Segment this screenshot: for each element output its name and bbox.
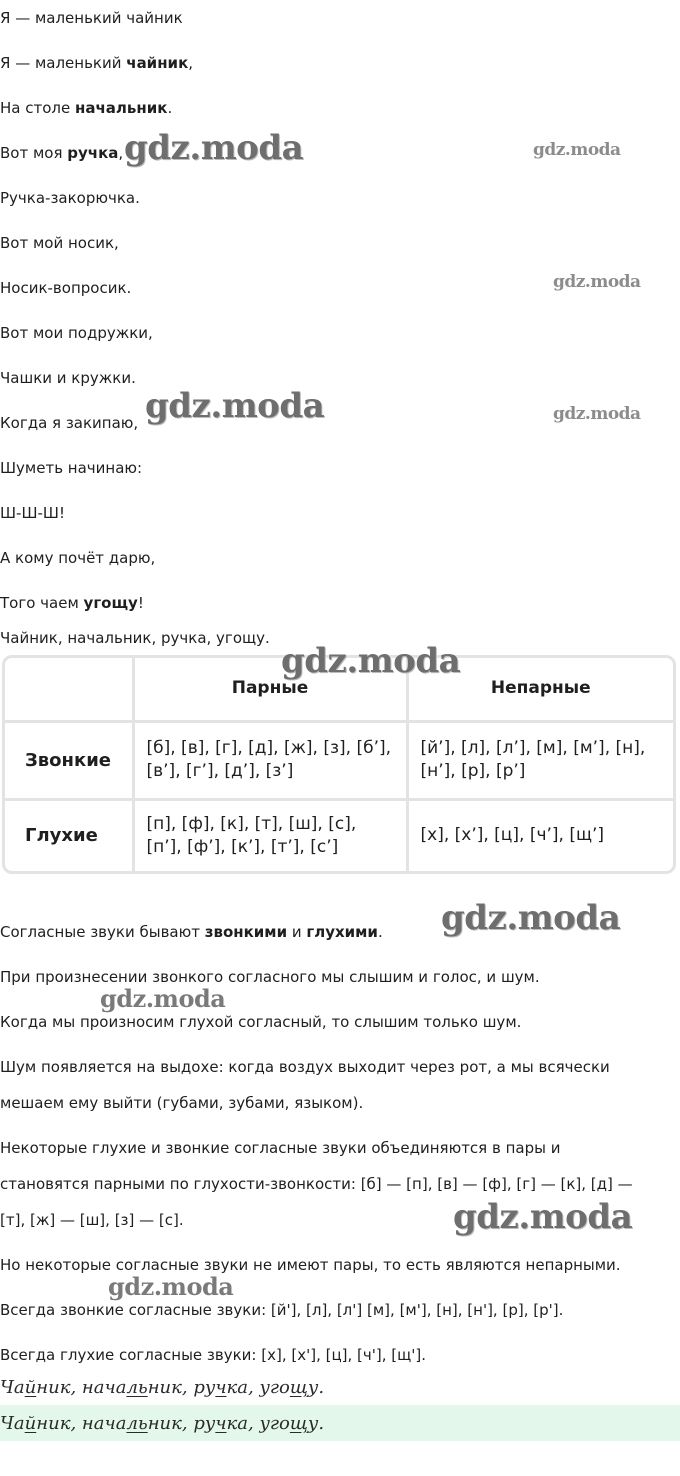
hw-part: уго: [259, 1413, 290, 1434]
explanation-text: и: [287, 923, 307, 941]
hw-underlined-letter: щ: [289, 1377, 308, 1398]
explanation-p1: [0, 922, 383, 942]
poem-bold-word: чайник: [126, 54, 189, 72]
poem-bold-word: начальник: [75, 99, 168, 117]
poem-text: Я — маленький чайник: [0, 9, 183, 27]
explanation-text: При произнесении звонкого согласного мы слышим и голос, и шум.: [0, 968, 540, 986]
poem-punct: !: [137, 594, 144, 612]
explanation-text: Когда мы произносим глухой согласный, то слышим только шум.: [0, 1013, 522, 1031]
explanation-p3: [0, 1012, 521, 1032]
table-cell-voiceless-paired: [133, 799, 407, 871]
poem-text: А кому почёт дарю,: [0, 549, 156, 567]
hw-part: уго: [259, 1377, 290, 1398]
watermark: gdz.moda: [533, 140, 621, 160]
table-header-unpaired: Непарные: [407, 658, 673, 721]
cell-line: [п’], [ф’], [к’], [т’], [с’]: [146, 836, 339, 857]
hw-underlined-letter: ль: [126, 1413, 148, 1434]
explanation-p5-line2: [0, 1174, 633, 1194]
poem-line-1: [0, 8, 183, 28]
watermark: gdz.moda: [145, 386, 325, 426]
handwritten-answer-2: [0, 1413, 324, 1434]
explanation-p7: [0, 1300, 563, 1320]
answer-words-line: [0, 628, 270, 648]
hw-part: нача: [81, 1377, 127, 1398]
explanation-p6: [0, 1255, 621, 1275]
poem-line-10: [0, 413, 138, 433]
table-row-voiceless: [5, 799, 673, 871]
explanation-p5-line1: [0, 1138, 560, 1158]
poem-text: Ш-Ш-Ш!: [0, 504, 65, 522]
hw-underlined-letter: й: [24, 1377, 37, 1398]
explanation-text: Согласные звуки бывают: [0, 923, 205, 941]
table-header-row: [5, 658, 673, 721]
hw-underlined-letter: ч: [215, 1377, 227, 1398]
watermark: gdz.moda: [108, 1272, 234, 1301]
hw-underlined-letter: щ: [289, 1413, 308, 1434]
explanation-text: Некоторые глухие и звонкие согласные звуки объединяются в пары и: [0, 1139, 561, 1157]
explanation-bold-word: глухими: [306, 923, 378, 941]
table-row-voiced: [5, 721, 673, 799]
cell-line: [п], [ф], [к], [т], [ш], [с],: [146, 813, 357, 834]
table-header-paired: Парные: [133, 658, 407, 721]
explanation-text: Но некоторые согласные звуки не имеют пары, то есть являются непарными.: [0, 1256, 621, 1274]
explanation-text: Всегда глухие согласные звуки: [х], [х'], [ц], [ч'], [щ'].: [0, 1346, 427, 1364]
poem-punct: ,: [188, 54, 194, 72]
hw-part: ка,: [226, 1413, 260, 1434]
poem-line-2: [0, 53, 193, 73]
explanation-p4-line1: [0, 1057, 610, 1077]
answer-words-text: Чайник, начальник, ручка, угощу.: [0, 629, 270, 647]
poem-text: Шуметь начинаю:: [0, 459, 143, 477]
explanation-bold-word: звонкими: [204, 923, 288, 941]
table-cell-voiceless-unpaired: [407, 799, 673, 871]
cell-line: [б], [в], [г], [д], [ж], [з], [б’],: [146, 738, 392, 758]
watermark: gdz.moda: [553, 404, 641, 424]
poem-line-11: [0, 458, 142, 478]
watermark: gdz.moda: [124, 128, 304, 168]
poem-text: Чашки и кружки.: [0, 369, 136, 387]
table-corner-cell: [5, 658, 133, 721]
handwritten-answer-1: [0, 1377, 324, 1398]
cell-line: [х], [х’], [ц], [ч’], [щ’]: [420, 825, 605, 846]
explanation-text: мешаем ему выйти (губами, зубами, языком).: [0, 1094, 364, 1112]
explanation-text: Всегда звонкие согласные звуки: [й'], [л], [л'] [м], [м'], [н], [н'], [р], [р'].: [0, 1301, 564, 1319]
cell-line: [й’], [л], [л’], [м], [м’], [н],: [420, 738, 646, 758]
explanation-p8: [0, 1345, 426, 1365]
poem-bold-word: угощу: [83, 594, 138, 612]
hw-underlined-letter: й: [24, 1413, 37, 1434]
poem-line-7: [0, 278, 131, 298]
table-cell-voiced-unpaired: [407, 721, 673, 799]
poem-text: На столе: [0, 99, 75, 117]
poem-line-5: [0, 188, 140, 208]
consonants-table: [2, 655, 676, 874]
poem-text: Я — маленький: [0, 54, 127, 72]
poem-line-3: [0, 98, 172, 118]
hw-underlined-letter: ч: [215, 1413, 227, 1434]
poem-line-4: [0, 143, 123, 163]
explanation-text: становятся парными по глухости-звонкости: [б] — [п], [в] — [ф], [г] — [к], [д] —: [0, 1175, 633, 1193]
poem-text: Вот мои подружки,: [0, 324, 153, 342]
hw-part: ник,: [147, 1377, 194, 1398]
table-cell-voiced-paired: [133, 721, 407, 799]
watermark: gdz.moda: [441, 898, 621, 938]
poem-text: Вот мой носик,: [0, 234, 119, 252]
hw-part: ру: [193, 1377, 216, 1398]
poem-punct: ,: [118, 144, 124, 162]
table-row-header-voiceless: Глухие: [5, 799, 133, 871]
hw-part: у.: [307, 1377, 325, 1398]
explanation-text: Шум появляется на выдохе: когда воздух выходит через рот, а мы всячески: [0, 1058, 610, 1076]
poem-line-13: [0, 548, 155, 568]
poem-text: Того чаем: [0, 594, 84, 612]
poem-line-14: [0, 593, 144, 613]
hw-part: Ча: [0, 1413, 25, 1434]
hw-part: нача: [81, 1413, 127, 1434]
explanation-p4-line2: [0, 1093, 363, 1113]
hw-part: Ча: [0, 1377, 25, 1398]
poem-line-8: [0, 323, 153, 343]
watermark: gdz.moda: [281, 641, 461, 681]
poem-line-12: [0, 503, 65, 523]
poem-text: Ручка-закорючка.: [0, 189, 140, 207]
poem-punct: .: [167, 99, 173, 117]
hw-part: ник,: [36, 1413, 82, 1434]
table-row-header-voiced: Звонкие: [5, 721, 133, 799]
explanation-punct: .: [377, 923, 383, 941]
hw-part: ник,: [36, 1377, 82, 1398]
poem-line-6: [0, 233, 119, 253]
watermark: gdz.moda: [553, 272, 641, 292]
watermark: gdz.moda: [453, 1197, 633, 1237]
poem-text: Вот моя: [0, 144, 68, 162]
hw-part: у.: [307, 1413, 325, 1434]
poem-line-9: [0, 368, 136, 388]
hw-part: ка,: [226, 1377, 260, 1398]
explanation-text: [т], [ж] — [ш], [з] — [с].: [0, 1211, 184, 1229]
poem-text: Когда я закипаю,: [0, 414, 139, 432]
poem-bold-word: ручка: [67, 144, 119, 162]
hw-part: ник,: [147, 1413, 194, 1434]
hw-part: ру: [193, 1413, 216, 1434]
cell-line: [н’], [р], [р’]: [420, 761, 526, 781]
hw-underlined-letter: ль: [126, 1377, 148, 1398]
explanation-p2: [0, 967, 540, 987]
explanation-p5-line3: [0, 1210, 184, 1230]
poem-text: Носик-вопросик.: [0, 279, 132, 297]
watermark: gdz.moda: [100, 984, 226, 1013]
cell-line: [в’], [г’], [д’], [з’]: [146, 761, 294, 781]
